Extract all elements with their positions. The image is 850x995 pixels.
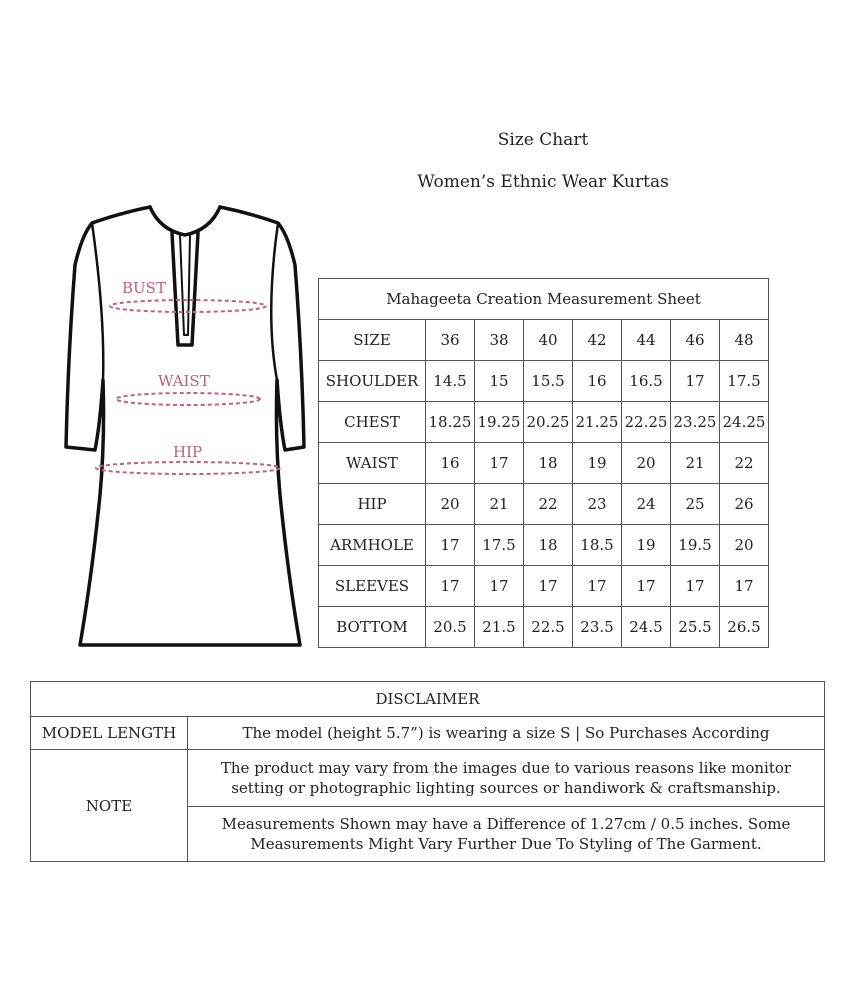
page-subtitle: Women’s Ethnic Wear Kurtas — [417, 172, 669, 192]
table-cell: 15 — [475, 361, 524, 402]
note-text-2 — [188, 807, 825, 862]
table-cell: 22.5 — [524, 607, 573, 648]
note-text-1-line-a: The product may vary from the images due to various reasons like monitor — [220, 759, 792, 777]
table-cell: 20 — [622, 443, 671, 484]
measurement-sheet-title: Mahageeta Creation Measurement Sheet — [319, 279, 769, 320]
table-cell: 18 — [524, 525, 573, 566]
table-cell: 15.5 — [524, 361, 573, 402]
table-cell: 21.25 — [573, 402, 622, 443]
waist-label: WAIST — [158, 372, 210, 390]
table-cell: 17 — [622, 566, 671, 607]
table-cell: 23.25 — [671, 402, 720, 443]
table-cell: 16 — [426, 443, 475, 484]
row-label: ARMHOLE — [319, 525, 426, 566]
table-cell: 21 — [671, 443, 720, 484]
table-row — [319, 320, 769, 361]
table-cell: 44 — [622, 320, 671, 361]
table-cell: 20.5 — [426, 607, 475, 648]
table-cell: 25 — [671, 484, 720, 525]
note-text-1 — [188, 750, 825, 807]
table-cell: 18.5 — [573, 525, 622, 566]
note-label: NOTE — [31, 750, 188, 862]
table-cell: 22 — [720, 443, 769, 484]
table-cell: 18.25 — [426, 402, 475, 443]
table-cell: 17 — [573, 566, 622, 607]
table-cell: 18 — [524, 443, 573, 484]
table-cell: 16 — [573, 361, 622, 402]
table-cell: 21 — [475, 484, 524, 525]
row-label: SHOULDER — [319, 361, 426, 402]
page-title: Size Chart — [497, 130, 589, 150]
table-row — [319, 402, 769, 443]
note-text-2-line-b: Measurements Might Vary Further Due To Styling of The Garment. — [250, 835, 762, 853]
table-row — [319, 361, 769, 402]
model-length-label: MODEL LENGTH — [31, 717, 188, 750]
table-cell: 22.25 — [622, 402, 671, 443]
table-cell: 38 — [475, 320, 524, 361]
table-cell: 17 — [720, 566, 769, 607]
table-row — [319, 525, 769, 566]
table-cell: 19 — [622, 525, 671, 566]
table-cell: 20.25 — [524, 402, 573, 443]
table-row — [319, 443, 769, 484]
measurement-table — [318, 278, 769, 648]
note-text-2-line-a: Measurements Shown may have a Difference of 1.27cm / 0.5 inches. Some — [221, 815, 791, 833]
table-cell: 21.5 — [475, 607, 524, 648]
table-cell: 26.5 — [720, 607, 769, 648]
table-cell: 36 — [426, 320, 475, 361]
table-cell: 19 — [573, 443, 622, 484]
row-label: SLEEVES — [319, 566, 426, 607]
table-cell: 40 — [524, 320, 573, 361]
table-cell: 22 — [524, 484, 573, 525]
table-row — [319, 484, 769, 525]
table-cell: 42 — [573, 320, 622, 361]
table-cell: 14.5 — [426, 361, 475, 402]
table-cell: 24.5 — [622, 607, 671, 648]
table-cell: 20 — [426, 484, 475, 525]
table-cell: 17.5 — [475, 525, 524, 566]
hip-label: HIP — [173, 443, 203, 461]
table-cell: 17 — [671, 566, 720, 607]
table-cell: 17.5 — [720, 361, 769, 402]
table-cell: 17 — [475, 443, 524, 484]
table-cell: 23.5 — [573, 607, 622, 648]
model-length-text: The model (height 5.7”) is wearing a size S | So Purchases According — [188, 717, 825, 750]
row-label: CHEST — [319, 402, 426, 443]
table-cell: 25.5 — [671, 607, 720, 648]
table-cell: 48 — [720, 320, 769, 361]
disclaimer-heading: DISCLAIMER — [31, 682, 825, 717]
row-label: BOTTOM — [319, 607, 426, 648]
table-cell: 19.25 — [475, 402, 524, 443]
table-cell: 24.25 — [720, 402, 769, 443]
table-cell: 16.5 — [622, 361, 671, 402]
disclaimer-table — [30, 681, 825, 862]
table-cell: 46 — [671, 320, 720, 361]
table-cell: 20 — [720, 525, 769, 566]
table-cell: 17 — [475, 566, 524, 607]
table-cell: 23 — [573, 484, 622, 525]
note-text-1-line-b: setting or photographic lighting sources or handiwork & craftsmanship. — [231, 779, 781, 797]
bust-label: BUST — [122, 279, 166, 297]
table-row — [319, 566, 769, 607]
row-label: HIP — [319, 484, 426, 525]
table-cell: 17 — [426, 525, 475, 566]
table-cell: 17 — [671, 361, 720, 402]
row-label: WAIST — [319, 443, 426, 484]
table-cell: 19.5 — [671, 525, 720, 566]
table-row — [319, 607, 769, 648]
row-label: SIZE — [319, 320, 426, 361]
table-cell: 26 — [720, 484, 769, 525]
table-cell: 17 — [524, 566, 573, 607]
table-cell: 24 — [622, 484, 671, 525]
kurta-diagram — [60, 195, 310, 655]
table-cell: 17 — [426, 566, 475, 607]
